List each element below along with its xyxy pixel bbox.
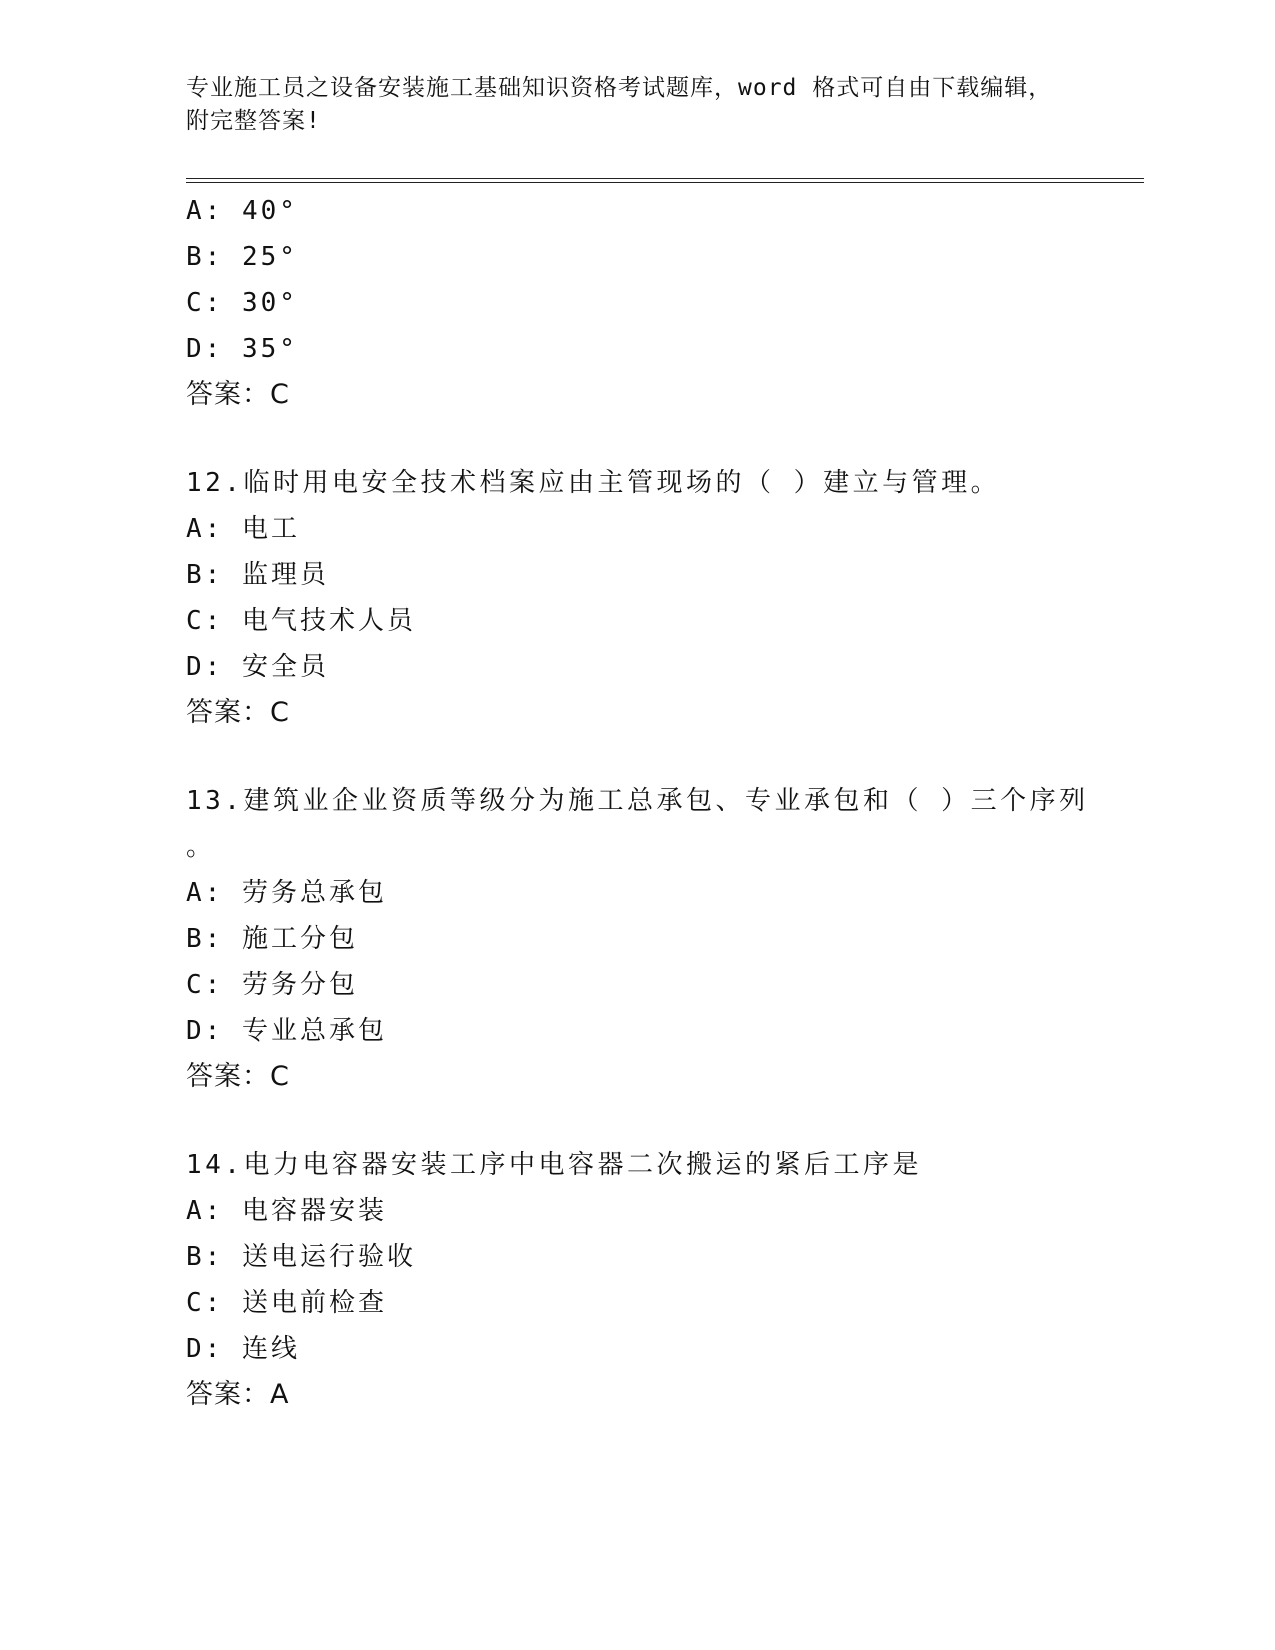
header-rule-bottom bbox=[186, 182, 1144, 183]
header-rule-top bbox=[186, 178, 1144, 179]
answer: 答案：A bbox=[186, 1379, 290, 1410]
answer: 答案：C bbox=[186, 697, 290, 728]
option-d: D: 安全员 bbox=[186, 652, 329, 682]
option-a: A: 电工 bbox=[186, 514, 300, 544]
option-a: A: 电容器安装 bbox=[186, 1196, 387, 1226]
spacer bbox=[186, 418, 1146, 460]
option-c: C: 劳务分包 bbox=[186, 970, 358, 1000]
spacer bbox=[186, 736, 1146, 778]
question-12 bbox=[186, 460, 1146, 736]
answer: 答案：C bbox=[186, 1061, 290, 1092]
question-13 bbox=[186, 778, 1146, 1100]
option-c: C: 30° bbox=[186, 288, 298, 318]
option-b: B: 监理员 bbox=[186, 560, 329, 590]
option-b: B: 施工分包 bbox=[186, 924, 358, 954]
question-title: 14.电力电容器安装工序中电容器二次搬运的紧后工序是 bbox=[186, 1150, 922, 1180]
document-body bbox=[186, 188, 1146, 1418]
page-header bbox=[186, 72, 1086, 138]
option-b: B: 25° bbox=[186, 242, 298, 272]
question-14 bbox=[186, 1142, 1146, 1418]
option-b: B: 送电运行验收 bbox=[186, 1242, 416, 1272]
header-line-1: 专业施工员之设备安装施工基础知识资格考试题库，word 格式可自由下载编辑， bbox=[186, 75, 1053, 101]
header-line-2: 附完整答案! bbox=[186, 108, 321, 134]
question-11 bbox=[186, 188, 1146, 418]
option-d: D: 35° bbox=[186, 334, 298, 364]
answer: 答案：C bbox=[186, 379, 290, 410]
question-title-continuation: 。 bbox=[186, 832, 213, 862]
option-d: D: 连线 bbox=[186, 1334, 300, 1364]
question-title: 13.建筑业企业资质等级分为施工总承包、专业承包和（ ）三个序列 bbox=[186, 786, 1089, 816]
option-a: A: 40° bbox=[186, 196, 298, 226]
option-c: C: 送电前检查 bbox=[186, 1288, 387, 1318]
spacer bbox=[186, 1100, 1146, 1142]
option-d: D: 专业总承包 bbox=[186, 1016, 387, 1046]
option-c: C: 电气技术人员 bbox=[186, 606, 416, 636]
question-title: 12.临时用电安全技术档案应由主管现场的（ ）建立与管理。 bbox=[186, 468, 1001, 498]
option-a: A: 劳务总承包 bbox=[186, 878, 387, 908]
